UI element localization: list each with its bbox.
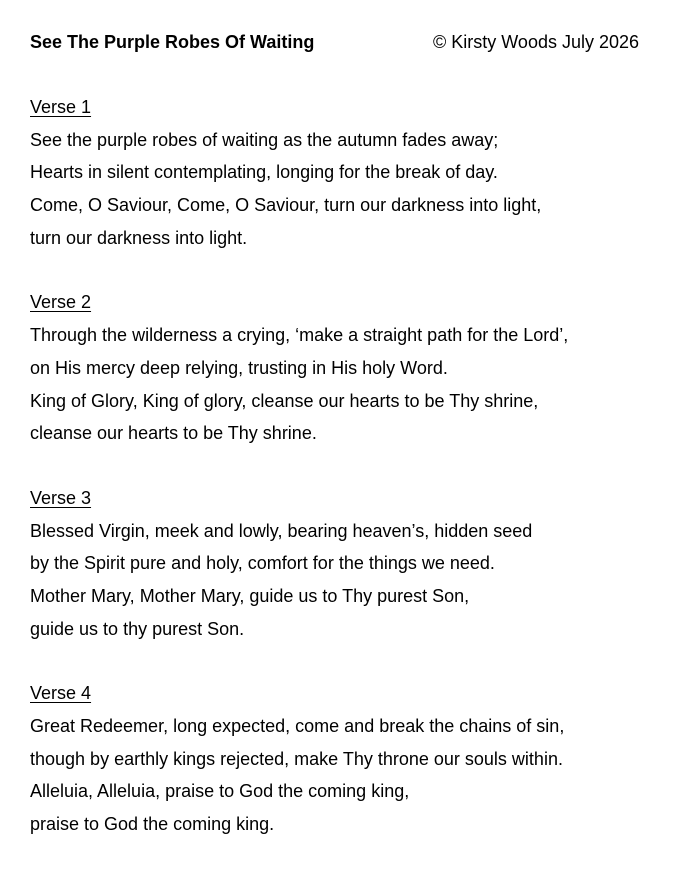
- verse-heading: Verse 1: [30, 97, 92, 117]
- verse-heading: Verse 2: [30, 292, 92, 313]
- verse-2: [30, 286, 660, 449]
- verse-3: [30, 482, 660, 645]
- verses-container: [30, 91, 660, 841]
- verse-4: [30, 677, 660, 840]
- verse-line: Blessed Virgin, meek and lowly, bearing heaven’s, hidden seed: [30, 520, 533, 541]
- verse-line: Come, O Saviour, Come, O Saviour, turn our darkness into light,: [30, 195, 542, 216]
- verse-line: Great Redeemer, long expected, come and break the chains of sin,: [30, 716, 565, 736]
- verse-heading: Verse 4: [30, 683, 92, 704]
- verse-line: cleanse our hearts to be Thy shrine.: [30, 423, 317, 444]
- document-page: [30, 26, 660, 873]
- verse-line: King of Glory, King of glory, cleanse our hearts to be Thy shrine,: [30, 390, 539, 411]
- verse-line: guide us to thy purest Son.: [30, 618, 245, 639]
- verse-line: Hearts in silent contemplating, longing for the break of day.: [30, 162, 498, 183]
- verse-line: praise to God the coming king.: [30, 814, 275, 835]
- verse-line: turn our darkness into light.: [30, 227, 248, 248]
- document-header: [30, 26, 660, 58]
- verse-line: on His mercy deep relying, trusting in His holy Word.: [30, 357, 448, 378]
- verse-line: by the Spirit pure and holy, comfort for the things we need.: [30, 553, 495, 574]
- verse-line: Through the wilderness a crying, ‘make a straight path for the Lord’,: [30, 325, 569, 346]
- verse-line: Alleluia, Alleluia, praise to God the coming king,: [30, 781, 410, 802]
- document-title: See The Purple Robes Of Waiting: [30, 32, 315, 52]
- verse-heading: Verse 3: [30, 487, 92, 508]
- verse-line: though by earthly kings rejected, make Thy throne our souls within.: [30, 748, 563, 769]
- verse-line: Mother Mary, Mother Mary, guide us to Thy purest Son,: [30, 585, 470, 606]
- copyright-notice: © Kirsty Woods July 2026: [433, 32, 640, 52]
- verse-1: [30, 91, 660, 254]
- verse-line: See the purple robes of waiting as the autumn fades away;: [30, 129, 499, 150]
